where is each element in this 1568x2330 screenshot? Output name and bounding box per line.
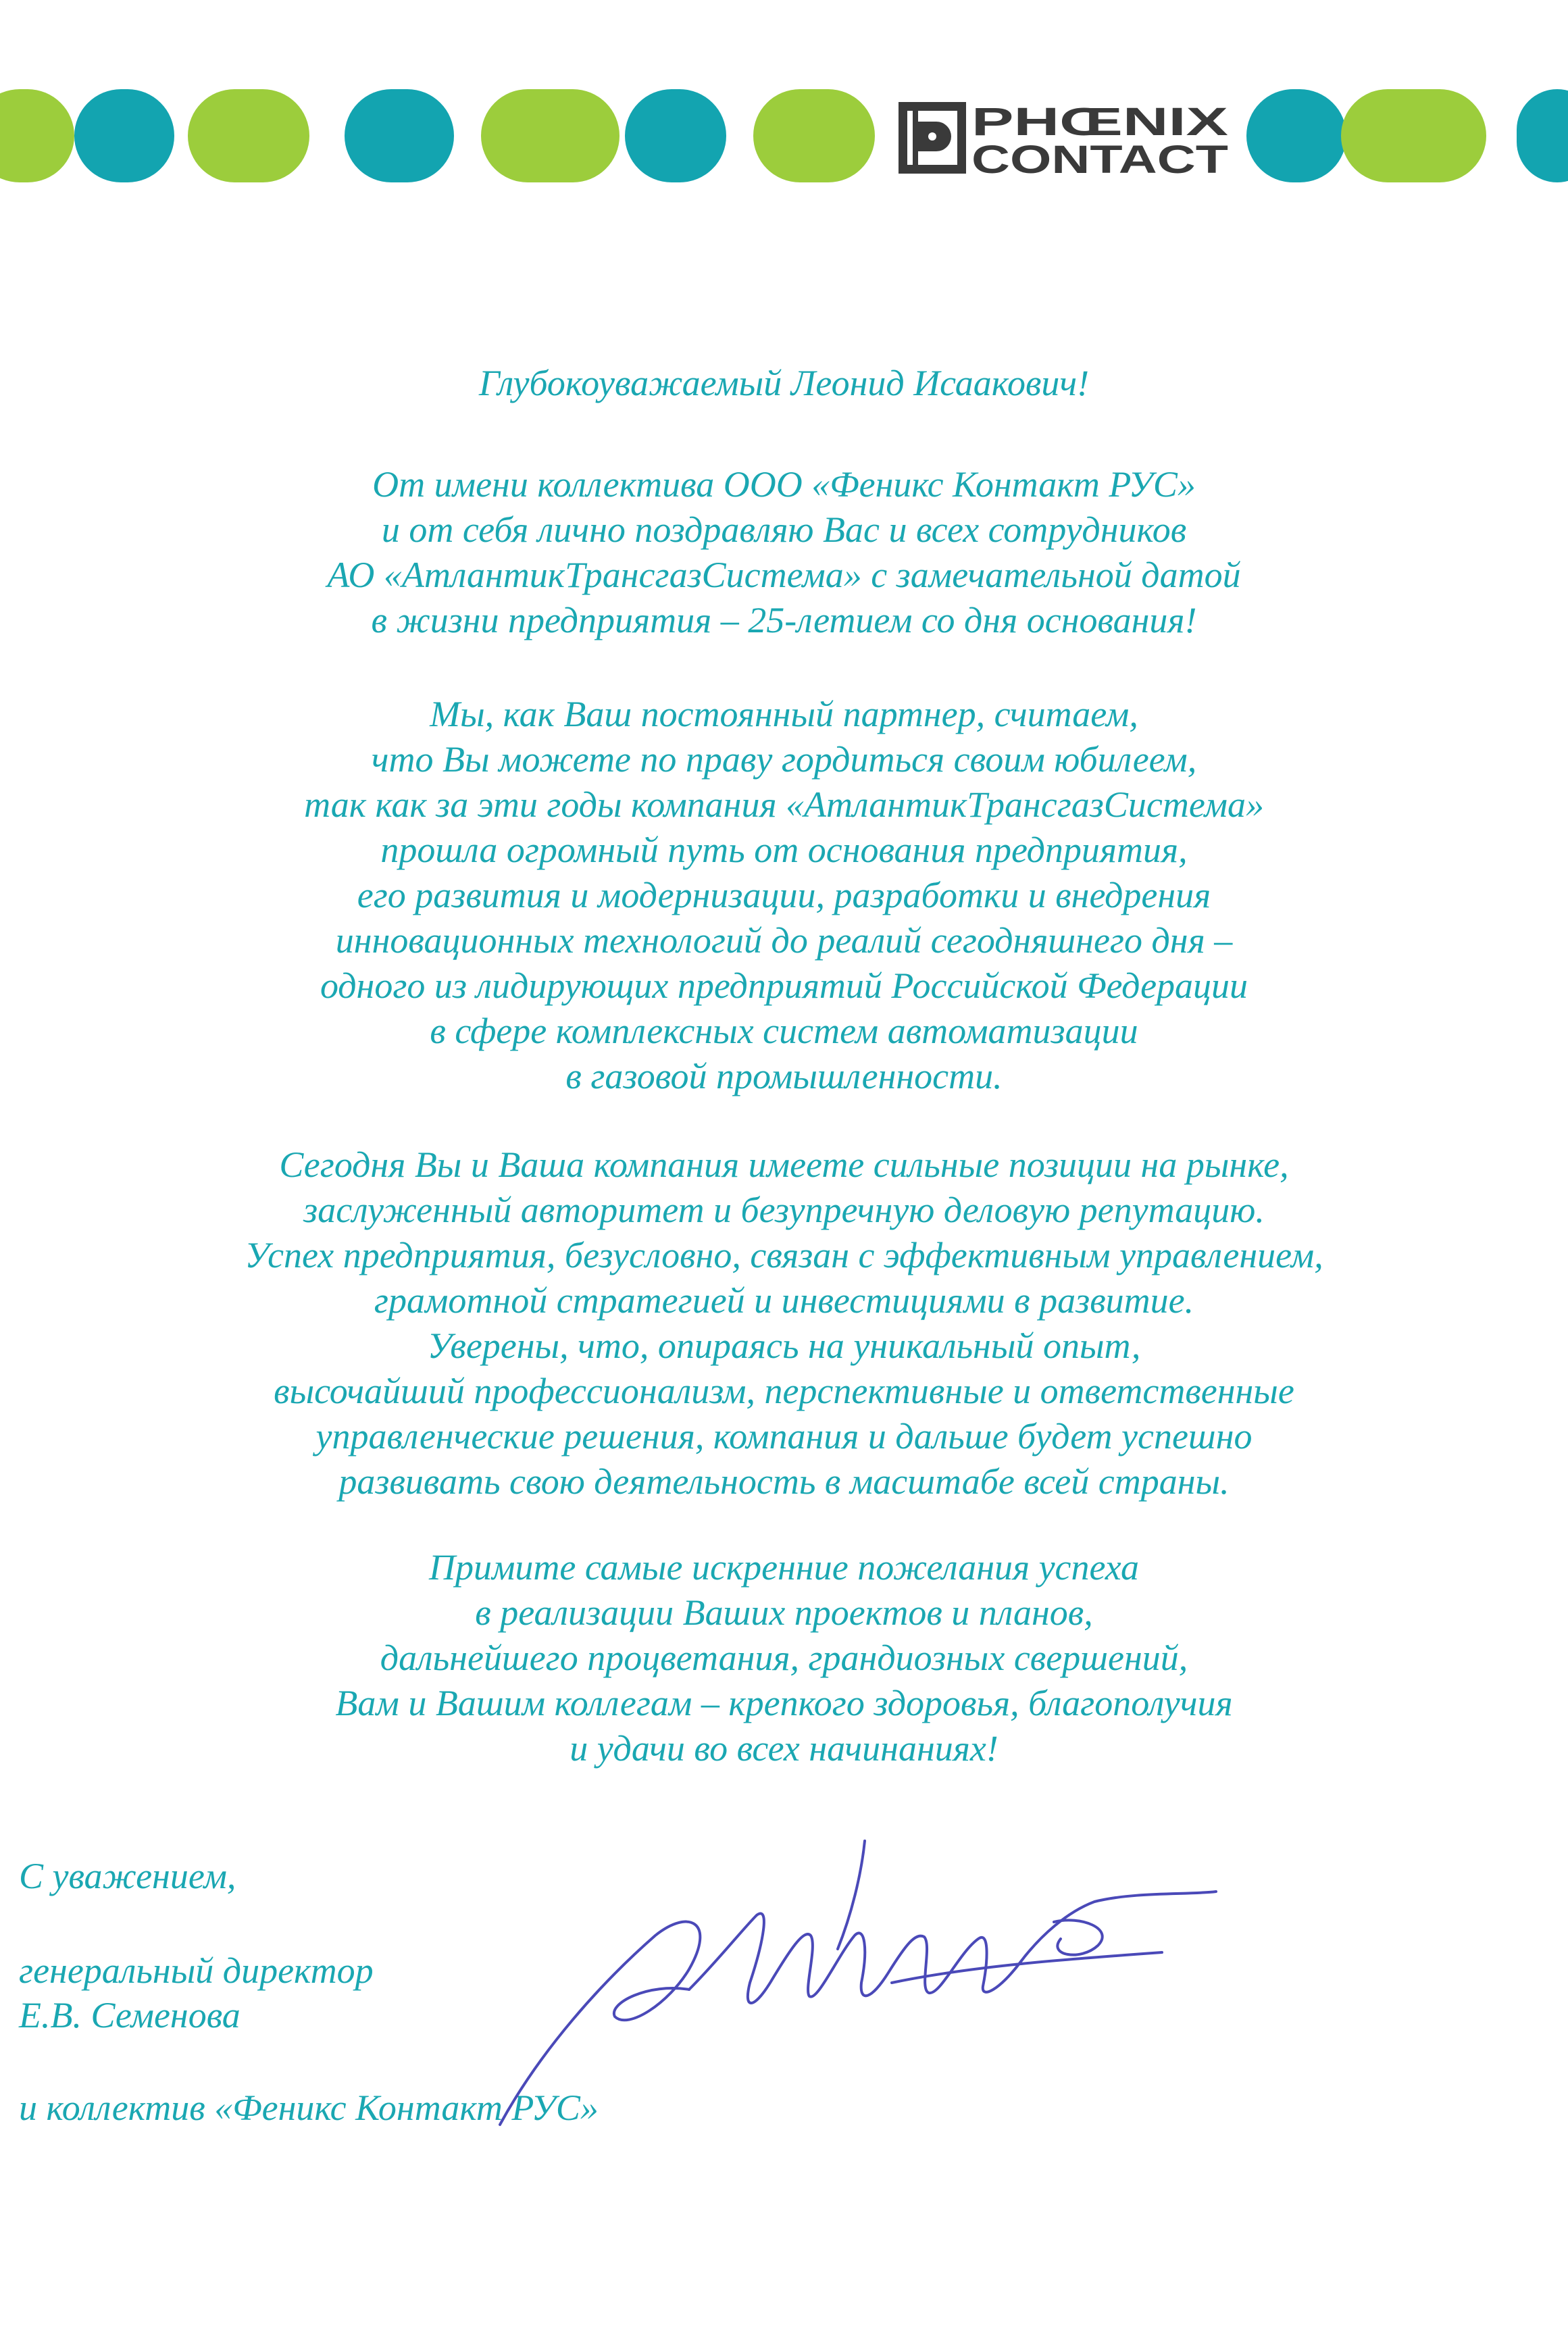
para3-line: Успех предприятия, безусловно, связан с эффективным управлением, [245, 1235, 1323, 1275]
para1-line: АО «АтлантикТрансгазСистема» с замечательной датой [327, 555, 1241, 595]
signer-name: Е.В. Семенова [19, 1995, 241, 2035]
para2-line: так как за эти годы компания «АтлантикТрансгазСистема» [304, 784, 1264, 825]
para3-line: Сегодня Вы и Ваша компания имеете сильные позиции на рынке, [279, 1144, 1289, 1185]
logo-line-2: CONTACT [971, 138, 1228, 180]
para2-line: одного из лидирующих предприятий Российской Федерации [320, 965, 1248, 1006]
para3-line: высочайший профессионализм, перспективные и ответственные [274, 1371, 1294, 1411]
para3-line: грамотной стратегией и инвестициями в развитие. [374, 1280, 1194, 1321]
para3-line: Уверены, что, опираясь на уникальный опыт, [427, 1325, 1141, 1366]
para3-line: развивать свою деятельность в масштабе всей страны. [338, 1461, 1230, 1502]
para3-line: управленческие решения, компания и дальше будет успешно [315, 1416, 1253, 1457]
para3-line: заслуженный авторитет и безупречную деловую репутацию. [303, 1190, 1265, 1230]
logo-line-1: PHŒNIX [971, 100, 1229, 144]
para4-line: Примите самые искренние пожелания успеха [428, 1547, 1140, 1588]
para1-line: в жизни предприятия – 25-летием со дня основания! [371, 600, 1197, 640]
handwritten-signature [486, 1827, 1243, 2148]
para4-line: дальнейшего процветания, грандиозных свершений, [380, 1638, 1188, 1678]
para4-line: Вам и Вашим коллегам – крепкого здоровья, благополучия [335, 1683, 1233, 1723]
closing: С уважением, [19, 1856, 236, 1896]
para2-line: в сфере комплексных систем автоматизации [430, 1011, 1138, 1051]
para2-line: прошла огромный путь от основания предприятия, [380, 830, 1188, 870]
para2-line: инновационных технологий до реалий сегодняшнего дня – [335, 920, 1233, 961]
para1-line: От имени коллектива ООО «Феникс Контакт РУС» [372, 464, 1196, 505]
greeting: Глубокоуважаемый Леонид Исаакович! [478, 363, 1090, 403]
team-line: и коллектив «Феникс Контакт РУС» [19, 2087, 599, 2128]
para4-line: и удачи во всех начинаниях! [570, 1728, 998, 1769]
para2-line: Мы, как Ваш постоянный партнер, считаем, [430, 694, 1138, 734]
para2-line: в газовой промышленности. [565, 1056, 1003, 1096]
para2-line: что Вы можете по праву гордиться своим юбилеем, [371, 739, 1197, 780]
signer-position: генеральный директор [19, 1950, 374, 1991]
para2-line: его развития и модернизации, разработки и внедрения [357, 875, 1211, 915]
para1-line: и от себя лично поздравляю Вас и всех сотрудников [381, 509, 1187, 550]
para4-line: в реализации Ваших проектов и планов, [475, 1592, 1093, 1633]
